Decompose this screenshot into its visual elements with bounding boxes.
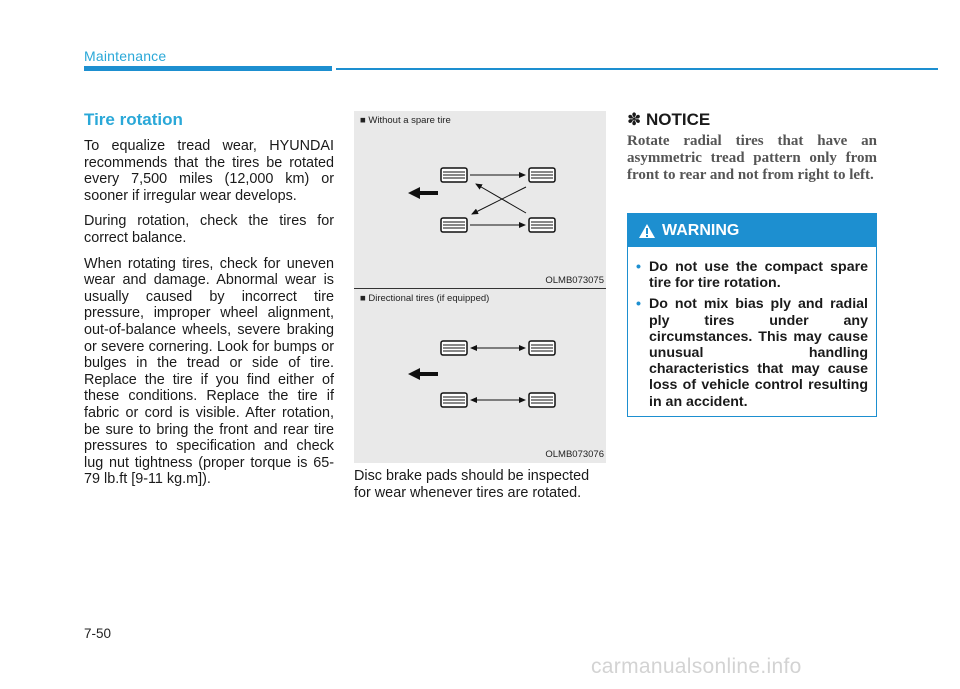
header-rule-thick <box>84 66 332 71</box>
figure-caption: ■ Without a spare tire <box>360 115 451 126</box>
warning-triangle-icon <box>638 223 656 239</box>
rotation-diagram-cross <box>354 111 606 289</box>
tire-rotation-heading: Tire rotation <box>84 110 183 129</box>
figure-caption: ■ Directional tires (if equipped) <box>360 293 490 304</box>
warning-title: WARNING <box>662 221 740 239</box>
warning-list <box>636 259 868 410</box>
section-title: Maintenance <box>84 48 167 64</box>
list-item <box>636 259 868 291</box>
paragraph: During rotation, check the tires for correct balance. <box>84 213 334 246</box>
list-item <box>636 296 868 409</box>
forward-arrow-icon <box>408 187 438 199</box>
notice-text: Rotate radial tires that have an asymmetric tread pattern only from front to rear and not from right to left. <box>627 133 877 183</box>
page-number: 7-50 <box>84 626 112 641</box>
tire-rotation-column <box>84 110 334 497</box>
paragraph: To equalize tread wear, HYUNDAI recommends that the tires be rotated every 7,500 miles (12,000 km) or sooner if irregular wear develops. <box>84 138 334 204</box>
warning-box <box>627 213 877 417</box>
figure-directional <box>354 289 606 463</box>
warning-item-text: Do not mix bias ply and radial ply tires under any circumstances. This may cause unusual handling characteristics that may cause loss of vehicle control resulting in an accident. <box>649 296 868 410</box>
paragraph: When rotating tires, check for uneven wear and damage. Abnormal wear is usually caused by incorrect tire pressure, improper wheel alignment, out-of-balance wheels, severe braking or severe cornering. Look for bumps or bulges in the tread or side of tire. Replace the tire if you find either of these conditions. Replace the tire if fabric or cord is visible. After rotation, be sure to bring the front and rear tire pressures to specification and check lug nut tightness (proper torque is 65-79 lb.ft [9-11 kg.m]). <box>84 255 334 488</box>
figure-code: OLMB073075 <box>545 275 604 286</box>
figure-without-spare <box>354 111 606 289</box>
rotation-diagram-directional <box>354 289 606 463</box>
warning-item-text: Do not use the compact spare tire for tire rotation. <box>649 259 868 292</box>
bullet-icon: • <box>636 296 641 313</box>
figure-code: OLMB073076 <box>545 449 604 460</box>
bullet-icon: • <box>636 259 641 275</box>
header-rule-thin <box>336 68 938 70</box>
notice-heading: ✽ NOTICE <box>627 110 711 129</box>
warning-header <box>628 214 876 247</box>
forward-arrow-icon <box>408 368 438 380</box>
watermark: carmanualsonline.info <box>591 655 802 678</box>
disc-brake-note: Disc brake pads should be inspected for wear whenever tires are rotated. <box>354 468 590 501</box>
